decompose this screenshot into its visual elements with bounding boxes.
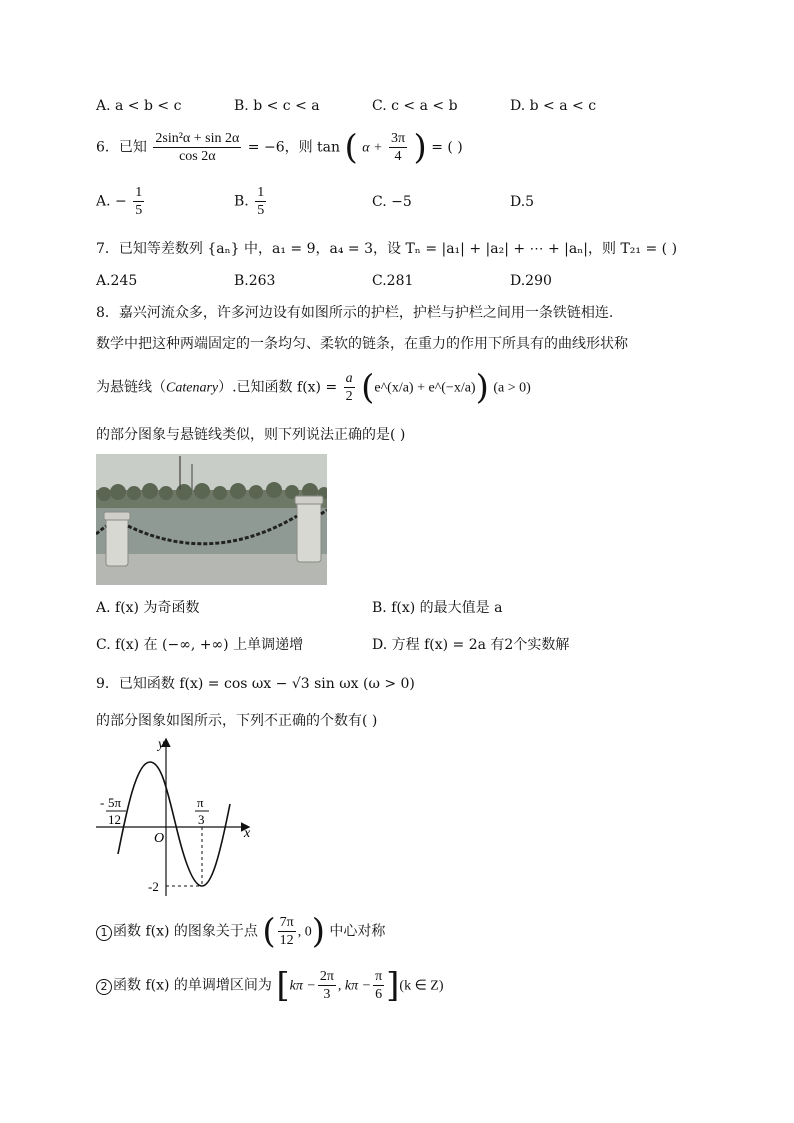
q6-rparen: ) <box>413 127 427 168</box>
q6-inner-num: 3π <box>390 131 406 146</box>
q9-item2-frac1 <box>318 968 336 1003</box>
q7-option-d: D.290 <box>510 273 552 289</box>
q9-item2-a: kπ − <box>289 978 316 994</box>
q6-opt-b-prefix: B. <box>234 193 249 210</box>
question-7: 7．已知等差数列 {aₙ} 中，a₁ = 9，a₄ = 3，设 Tₙ = |a₁| + |a₂| + ⋯ + |aₙ|，则 T₂₁ = ( ) <box>96 241 678 257</box>
railing-photo <box>96 454 327 585</box>
q6-eq: = −6，则 tan <box>247 139 341 156</box>
q6-inner-frac <box>389 130 407 165</box>
q8-line-4: 的部分图象与悬链线类似，则下列说法正确的是( ) <box>96 427 406 443</box>
q9-item2-rbracket: ] <box>386 965 400 1006</box>
q9-item1-tail: , 0 <box>297 924 312 940</box>
photo-post-left <box>106 516 128 566</box>
photo-water <box>96 508 327 560</box>
q5-option-b: B. b < c < a <box>234 98 320 114</box>
q7-option-a: A.245 <box>96 273 138 289</box>
q6-option-b <box>234 184 268 219</box>
q8-frac-num: a <box>345 371 353 386</box>
q9-item2-lbracket: [ <box>276 965 290 1006</box>
q8-exp-body: e^(x/a) + e^(−x/a) <box>374 380 476 396</box>
right-tick-den: 3 <box>198 812 205 827</box>
left-tick-num: 5π <box>108 795 122 810</box>
q6-opt-b-den: 5 <box>257 203 265 218</box>
q9-item2-d2: 6 <box>375 987 383 1002</box>
q8-line-2: 数学中把这种两端固定的一条均匀、柔软的链条，在重力的作用下所具有的曲线形状称 <box>96 336 628 352</box>
sine-curve <box>118 762 230 886</box>
q9-line-2: 的部分图象如图所示，下列不正确的个数有( ) <box>96 713 378 729</box>
q9-item1-lparen: ( <box>262 911 276 952</box>
q9-item1-num: 7π <box>279 915 294 930</box>
q6-fraction <box>153 130 241 165</box>
q6-lparen: ( <box>344 127 358 168</box>
q6-option-d: D.5 <box>510 194 535 210</box>
q9-item1-frac <box>278 914 296 949</box>
min-value-label: -2 <box>148 879 159 894</box>
q9-line-1: 9．已知函数 f(x) = cos ωx − √3 sin ωx (ω > 0) <box>96 676 415 692</box>
q9-item2-prefix: 函数 f(x) 的单调增区间为 <box>113 977 272 994</box>
q9-item2-mark: 2 <box>96 979 112 995</box>
q8-condition: (a > 0) <box>493 380 531 396</box>
q9-item1-prefix: 函数 f(x) 的图象关于点 <box>113 923 258 940</box>
x-axis-label: x <box>244 826 251 841</box>
q7-option-b: B.263 <box>234 273 276 289</box>
q9-item2-frac2 <box>373 968 384 1003</box>
photo-ground <box>96 554 327 585</box>
q6-opt-a-prefix: A. − <box>96 193 127 210</box>
q6-inner-a: α + <box>362 140 383 156</box>
q6-frac-num: 2sin²α + sin 2α <box>155 131 240 146</box>
q8-frac <box>344 370 355 405</box>
q9-item2-d1: 3 <box>323 987 331 1002</box>
q9-item1-suffix: 中心对称 <box>329 923 386 940</box>
left-tick-den: 12 <box>108 812 121 827</box>
q6-opt-a-num: 1 <box>135 185 143 200</box>
q9-item2-b: , kπ − <box>337 978 372 994</box>
q6-opt-a-frac <box>133 184 144 219</box>
q9-function-graph <box>96 734 266 900</box>
q9-item2-n2: π <box>375 969 383 984</box>
photo-post-left-cap <box>104 512 130 520</box>
q6-frac-den: cos 2α <box>179 149 216 164</box>
q5-option-d: D. b < a < c <box>510 98 597 114</box>
q9-item2-cond: (k ∈ Z) <box>399 978 444 994</box>
q6-tail: = ( ) <box>431 139 463 156</box>
q5-option-c: C. c < a < b <box>372 98 458 114</box>
q7-option-c: C.281 <box>372 273 414 289</box>
q9-item1-rparen: ) <box>311 911 325 952</box>
q6-prefix: 6．已知 <box>96 139 147 156</box>
q9-item1-den: 12 <box>279 933 294 948</box>
right-tick-num: π <box>197 795 204 810</box>
q8-option-a: A. f(x) 为奇函数 <box>96 600 200 616</box>
q6-option-a <box>96 184 146 219</box>
y-axis-label: y <box>158 737 165 752</box>
q8-line3-prefix: 为悬链线（ <box>96 379 166 396</box>
q8-option-c: C. f(x) 在 (−∞, +∞) 上单调递增 <box>96 637 304 653</box>
q6-option-c: C. −5 <box>372 194 412 210</box>
q8-lparen: ( <box>361 367 375 408</box>
q9-item2-n1: 2π <box>319 969 334 984</box>
q6-inner-den: 4 <box>394 149 402 164</box>
q5-option-a: A. a < b < c <box>96 98 182 114</box>
q8-frac-den: 2 <box>345 389 353 404</box>
q8-option-d: D. 方程 f(x) = 2a 有2个实数解 <box>372 637 570 653</box>
q8-line3-mid: ）.已知函数 f(x) = <box>218 379 338 396</box>
q6-opt-b-num: 1 <box>257 185 265 200</box>
q8-option-b: B. f(x) 的最大值是 a <box>372 600 503 616</box>
q8-line-3 <box>96 367 531 408</box>
left-tick-sign: - <box>100 795 105 810</box>
q9-statement-2 <box>96 965 444 1006</box>
q8-term-catenary: Catenary <box>166 380 219 396</box>
q9-statement-1 <box>96 911 386 952</box>
q6-opt-b-frac <box>255 184 266 219</box>
q6-opt-a-den: 5 <box>135 203 143 218</box>
photo-post-right-cap <box>295 496 323 504</box>
question-6 <box>96 127 463 168</box>
q8-line-1: 8．嘉兴河流众多，许多河边设有如图所示的护栏，护栏与护栏之间用一条铁链相连. <box>96 305 614 321</box>
photo-post-right <box>297 500 321 562</box>
origin-label: O <box>154 831 165 846</box>
q9-item1-mark: 1 <box>96 925 112 941</box>
q8-rparen: ) <box>475 367 489 408</box>
